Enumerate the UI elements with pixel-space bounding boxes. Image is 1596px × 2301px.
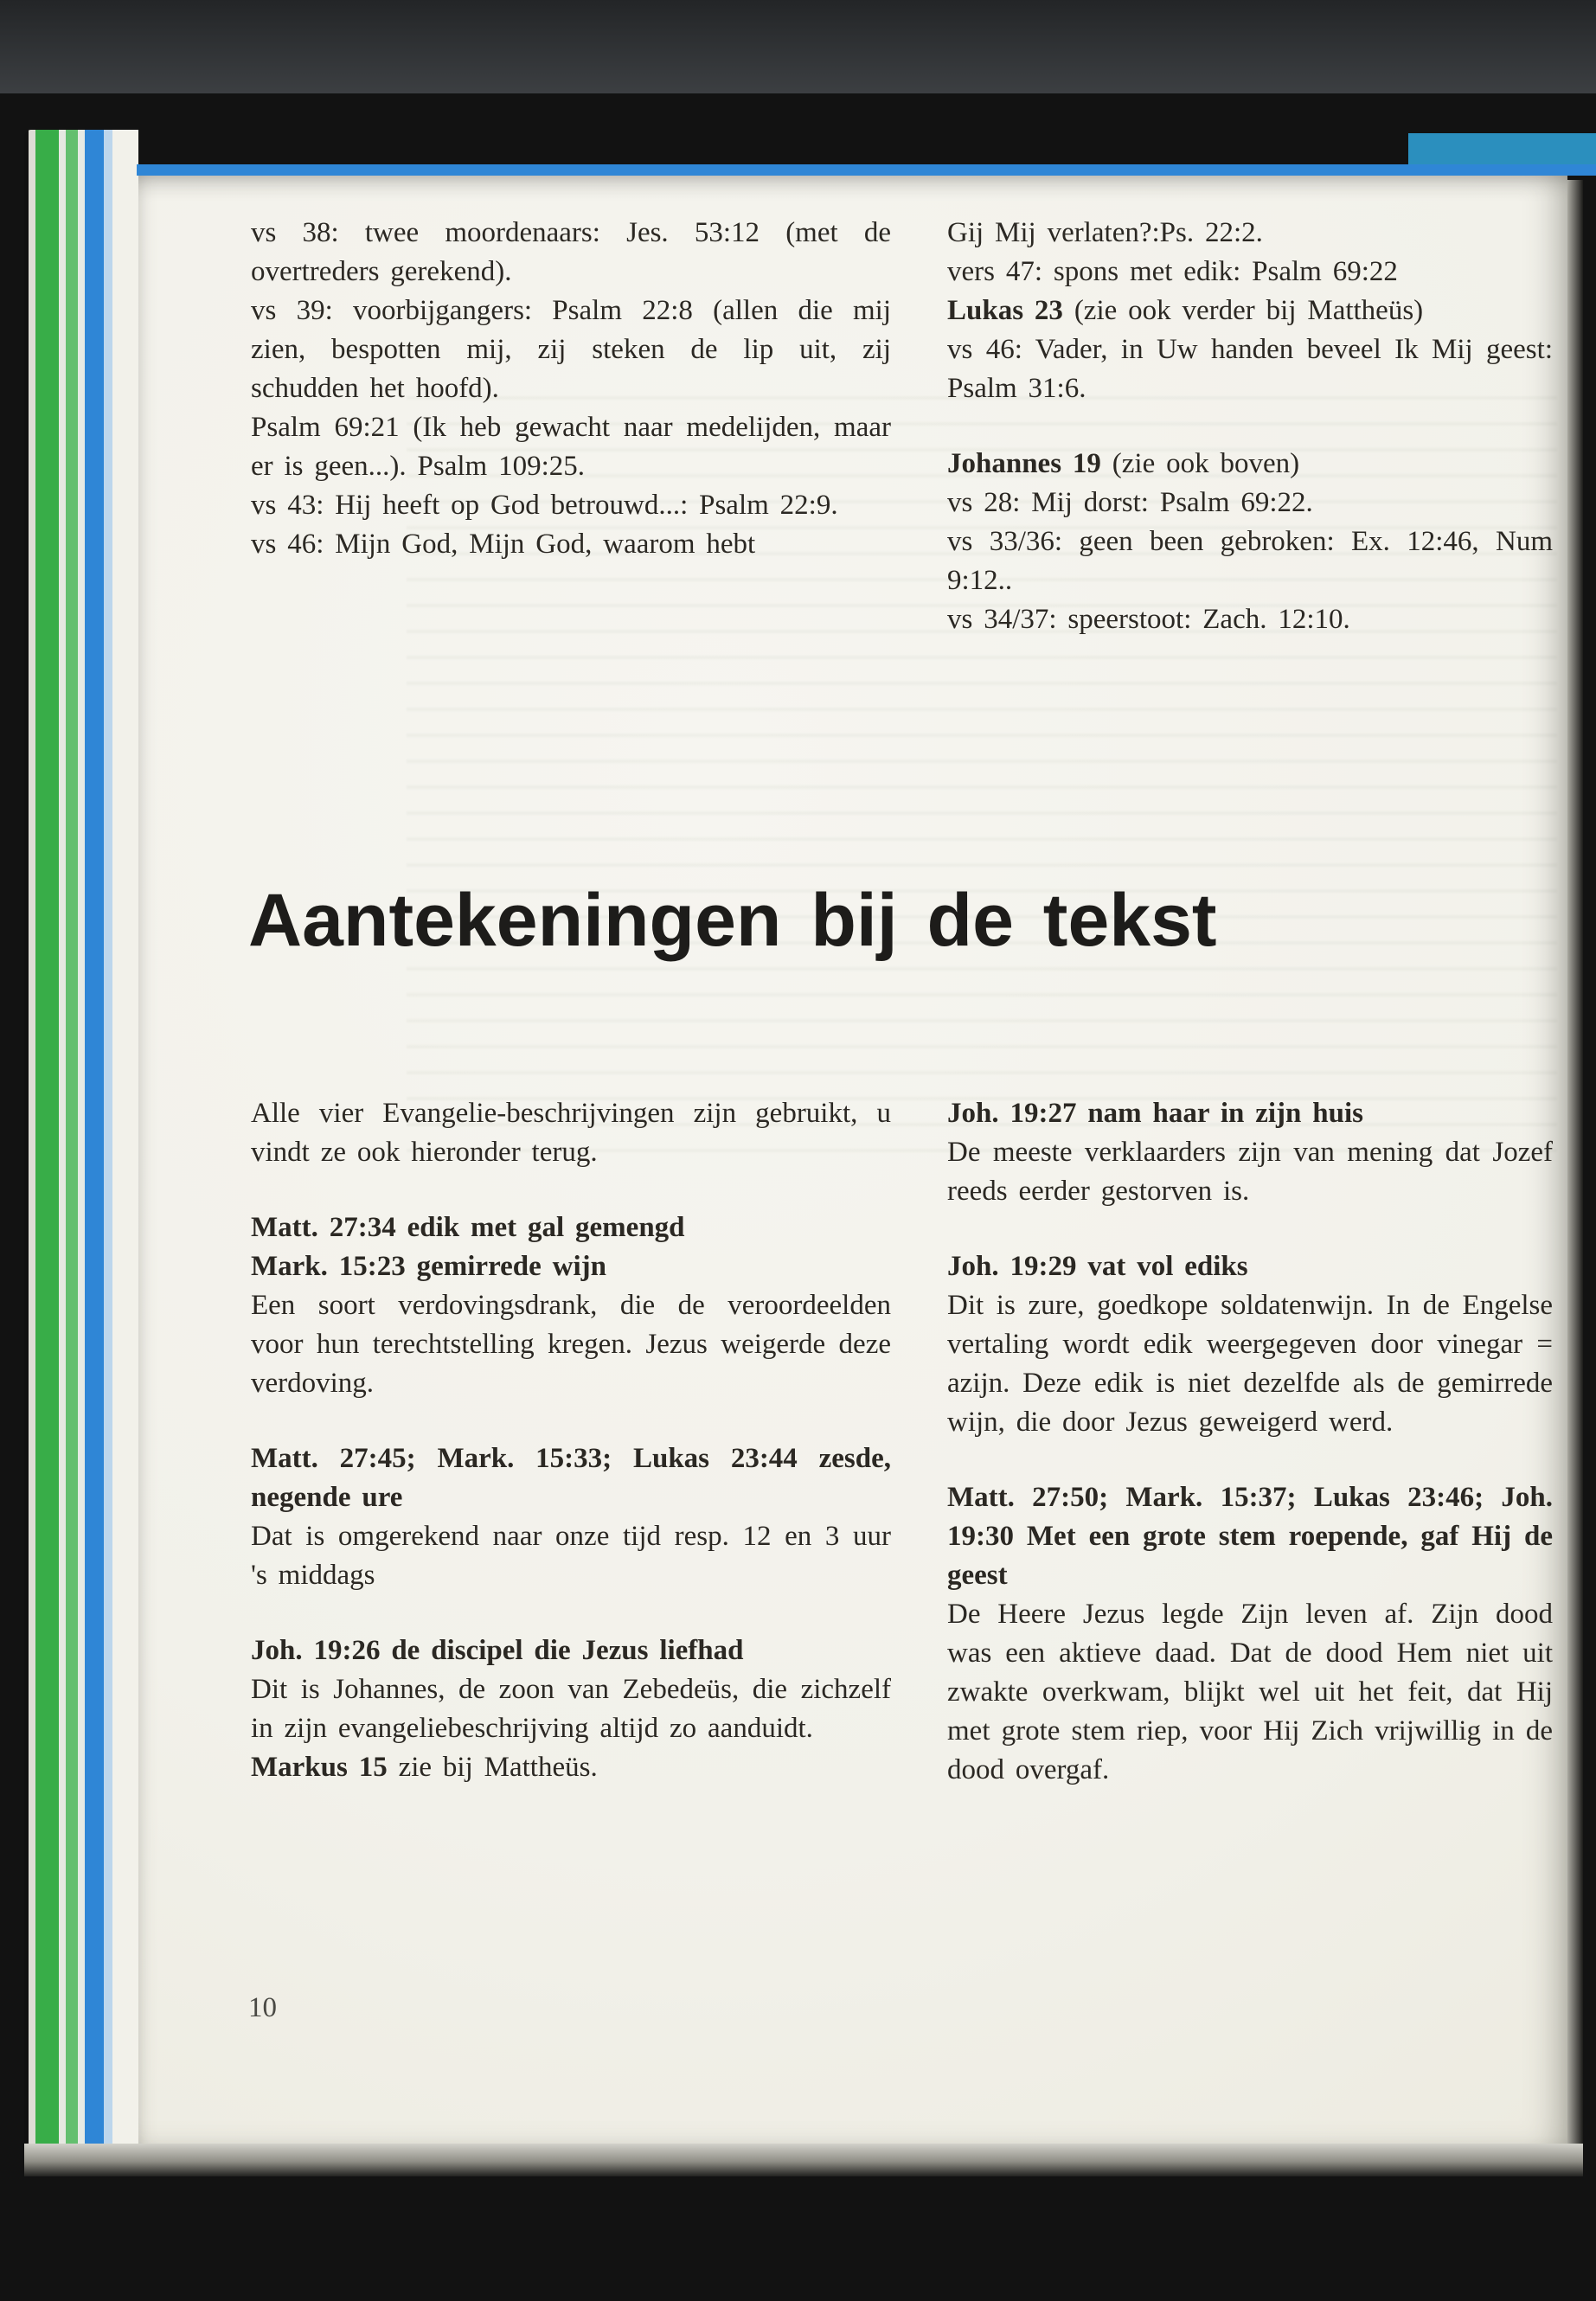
paragraph (947, 1478, 1553, 1595)
reference-label: Matt. 27:45; Mark. 15:33; Lukas 23:44 zesde, negende ure (251, 1443, 891, 1513)
paragraph (251, 1247, 891, 1286)
body-text: Psalm 69:21 (Ik heb gewacht naar medelijden, maar er is geen...). Psalm 109:25. (251, 412, 891, 482)
reference-label: Mark. 15:23 gemirrede wijn (251, 1251, 606, 1282)
body-text: Gij Mij verlaten?:Ps. 22:2. (947, 217, 1263, 248)
paragraph (251, 1208, 891, 1247)
paragraph (947, 484, 1553, 522)
body-text: vs 28: Mij dorst: Psalm 69:22. (947, 487, 1313, 518)
section-heading: Aantekeningen bij de tekst (248, 879, 1217, 962)
paragraph (947, 1247, 1553, 1286)
paragraph (251, 1748, 891, 1787)
body-text: (zie ook verder bij Mattheüs) (1074, 295, 1424, 326)
paragraph (947, 1595, 1553, 1790)
paragraph (251, 1286, 891, 1403)
paragraph (251, 1094, 891, 1172)
reference-label: Joh. 19:27 nam haar in zijn huis (947, 1098, 1363, 1129)
body-text: Een soort verdovingsdrank, die de veroordeelden voor hun terechtstelling kregen. Jezus weigerde deze verdoving. (251, 1290, 891, 1399)
notes-right-column (947, 1094, 1553, 1790)
body-text: vs 43: Hij heeft op God betrouwd...: Psalm 22:9. (251, 490, 838, 521)
reference-label: Matt. 27:34 edik met gal gemengd (251, 1212, 685, 1243)
paragraph (251, 408, 891, 486)
paragraph (947, 445, 1553, 484)
body-text: Dit is zure, goedkope soldatenwijn. In de Engelse vertaling wordt edik weergegeven door vinegar = azijn. Deze edik is niet dezelfde als de gemirrede wijn, die door Jezus geweigerd werd. (947, 1290, 1553, 1438)
paragraph (251, 1439, 891, 1517)
body-text: vs 46: Mijn God, Mijn God, waarom hebt (251, 529, 756, 560)
body-text: vs 39: voorbijgangers: Psalm 22:8 (allen die mij zien, bespotten mij, zij steken de lip uit, zij schudden het hoofd). (251, 295, 891, 404)
body-text: Alle vier Evangelie-beschrijvingen zijn gebruikt, u vindt ze ook hieronder terug. (251, 1098, 891, 1168)
paragraph (947, 1286, 1553, 1442)
reference-label: Matt. 27:50; Mark. 15:37; Lukas 23:46; Joh. 19:30 Met een grote stem roepende, gaf Hij de geest (947, 1482, 1553, 1591)
reference-label: Joh. 19:29 vat vol ediks (947, 1251, 1248, 1282)
notes-left-column (251, 1094, 891, 1787)
page-stack-right-edge (1567, 180, 1583, 2156)
paragraph (947, 253, 1553, 292)
paragraph (251, 1631, 891, 1670)
body-text: De meeste verklaarders zijn van mening dat Jozef reeds eerder gestorven is. (947, 1137, 1553, 1207)
body-text: zie bij Mattheüs. (398, 1752, 598, 1783)
paragraph (947, 330, 1553, 408)
body-text: vs 46: Vader, in Uw handen beveel Ik Mij geest: Psalm 31:6. (947, 334, 1553, 404)
paragraph (251, 486, 891, 525)
body-text: vs 38: twee moordenaars: Jes. 53:12 (met de overtreders gerekend). (251, 217, 891, 287)
paragraph (947, 1133, 1553, 1211)
paragraph (251, 1670, 891, 1748)
body-text: (zie ook boven) (1112, 448, 1300, 479)
book-left-edge-stripes (24, 130, 138, 2176)
body-text: vs 34/37: speerstoot: Zach. 12:10. (947, 604, 1350, 635)
paragraph (947, 214, 1553, 253)
paragraph (947, 1094, 1553, 1133)
body-text: vers 47: spons met edik: Psalm 69:22 (947, 256, 1398, 287)
paragraph (251, 214, 891, 292)
references-right-column (947, 214, 1553, 639)
paragraph (947, 600, 1553, 639)
paragraph (251, 525, 891, 564)
reference-label: Joh. 19:26 de discipel die Jezus liefhad (251, 1635, 744, 1666)
page-number: 10 (248, 1992, 277, 2023)
paragraph (251, 1517, 891, 1595)
book-page (138, 176, 1567, 2144)
reference-label: Markus 15 (251, 1752, 399, 1783)
reference-label: Johannes 19 (947, 448, 1112, 479)
page-top-blue-edge (137, 164, 1596, 176)
body-text: Dat is omgerekend naar onze tijd resp. 12 en 3 uur 's middags (251, 1521, 891, 1591)
paragraph (947, 292, 1553, 330)
photo-dark-top-band (0, 0, 1596, 93)
paragraph (251, 292, 891, 408)
references-left-column (251, 214, 891, 564)
body-text: Dit is Johannes, de zoon van Zebedeüs, die zichzelf in zijn evangeliebeschrijving altijd zo aanduidt. (251, 1674, 891, 1744)
paragraph (947, 522, 1553, 600)
body-text: De Heere Jezus legde Zijn leven af. Zijn dood was een aktieve daad. Dat de dood Hem niet uit zwakte overkwam, blijkt wel uit het feit, dat Hij met grote stem riep, voor Hij Zich vrijwillig in de dood overgaf. (947, 1599, 1553, 1785)
body-text: vs 33/36: geen been gebroken: Ex. 12:46, Num 9:12.. (947, 526, 1553, 596)
reference-label: Lukas 23 (947, 295, 1074, 326)
page-stack-bottom-edge (24, 2144, 1583, 2176)
